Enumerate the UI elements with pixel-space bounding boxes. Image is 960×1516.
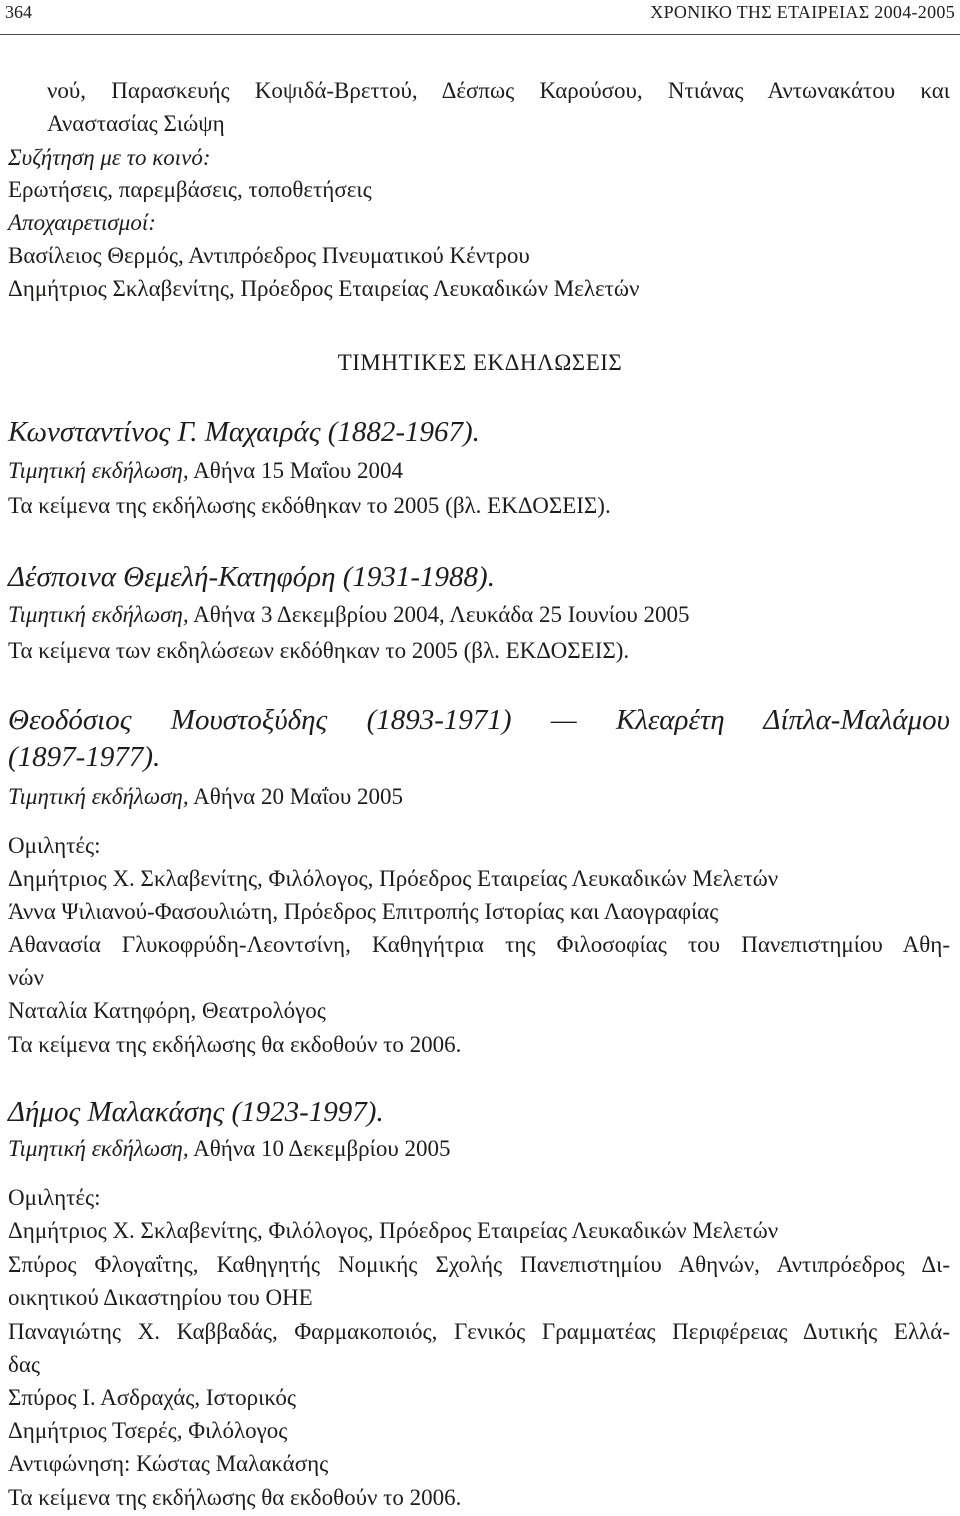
speaker-line: Δημήτριος Τσερές, Φιλόλογος [8, 1418, 288, 1443]
discussion-label: Συζήτηση με το κοινό: [8, 145, 211, 170]
speaker-line: Δημήτριος Χ. Σκλαβενίτης, Φιλόλογος, Πρόεδρος Εταιρείας Λευκαδικών Μελετών [8, 1218, 779, 1243]
speaker-line: Ναταλία Κατηφόρη, Θεατρολόγος [8, 998, 326, 1023]
speaker-line: Σπύρος Ι. Ασδραχάς, Ιστορικός [8, 1385, 297, 1410]
farewell-label: Αποχαιρετισμοί: [8, 210, 156, 235]
event-label: Τιμητική εκδήλωση, [8, 602, 189, 627]
page-number: 364 [5, 2, 32, 22]
event-label: Τιμητική εκδήλωση, [8, 458, 189, 483]
speaker-line: Αθανασία Γλυκοφρύδη-Λεοντσίνη, Καθηγήτρια της Φιλοσοφίας του Πανεπιστημίου Αθη- [8, 932, 950, 957]
speakers-label: Ομιλητές: [8, 1185, 101, 1210]
event-title: Κωνσταντίνος Γ. Μαχαιράς (1882-1967). [8, 416, 480, 448]
event-date-line [8, 454, 403, 487]
event-date-line [8, 780, 403, 813]
event-note: Τα κείμενα των εκδηλώσεων εκδόθηκαν το 2005 (βλ. ΕΚΔΟΣΕΙΣ). [8, 638, 630, 663]
speaker-line: Σπύρος Φλογαΐτης, Καθηγητής Νομικής Σχολής Πανεπιστημίου Αθηνών, Αντιπρόεδρος Δι- [8, 1252, 950, 1277]
event-details: Αθήνα 10 Δεκεμβρίου 2005 [193, 1136, 451, 1161]
event-label: Τιμητική εκδήλωση, [8, 1136, 189, 1161]
farewell-line: Δημήτριος Σκλαβενίτης, Πρόεδρος Εταιρείας Λευκαδικών Μελετών [8, 276, 640, 301]
event-note: Τα κείμενα της εκδήλωσης εκδόθηκαν το 2005 (βλ. ΕΚΔΟΣΕΙΣ). [8, 493, 611, 518]
continued-speaker-line: νού, Παρασκευής Κοψιδά-Βρεττού, Δέσπως Καρούσου, Ντιάνας Αντωνακάτου και [47, 78, 950, 103]
event-note: Τα κείμενα της εκδήλωσης θα εκδοθούν το 2006. [8, 1032, 462, 1057]
section-heading: ΤΙΜΗΤΙΚΕΣ ΕΚΔΗΛΩΣΕΙΣ [337, 350, 623, 375]
speaker-line: Άννα Ψιλιανού-Φασουλιώτη, Πρόεδρος Επιτροπής Ιστορίας και Λαογραφίας [8, 899, 719, 924]
event-label: Τιμητική εκδήλωση, [8, 784, 189, 809]
event-title: Θεοδόσιος Μουστοξύδης (1893-1971) — Κλεαρέτη Δίπλα-Μαλάμου [8, 704, 950, 736]
event-date-line [8, 1132, 450, 1165]
event-note: Τα κείμενα της εκδήλωσης θα εκδοθούν το 2006. [8, 1485, 462, 1510]
farewell-line: Βασίλειος Θερμός, Αντιπρόεδρος Πνευματικού Κέντρου [8, 243, 530, 268]
event-details: Αθήνα 15 Μαΐου 2004 [193, 458, 404, 483]
response-line: Αντιφώνηση: Κώστας Μαλακάσης [8, 1451, 329, 1476]
speaker-line: Παναγιώτης Χ. Καββαδάς, Φαρμακοποιός, Γενικός Γραμματέας Περιφέρειας Δυτικής Ελλά- [8, 1319, 950, 1344]
event-details: Αθήνα 3 Δεκεμβρίου 2004, Λευκάδα 25 Ιουνίου 2005 [193, 602, 690, 627]
event-title: Δέσποινα Θεμελή-Κατηφόρη (1931-1988). [8, 561, 495, 593]
speaker-line: Δημήτριος Χ. Σκλαβενίτης, Φιλόλογος, Πρόεδρος Εταιρείας Λευκαδικών Μελετών [8, 866, 779, 891]
event-title-continued: (1897-1977). [8, 741, 161, 773]
event-title: Δήμος Μαλακάσης (1923-1997). [8, 1096, 384, 1128]
speaker-line: νών [8, 965, 44, 990]
speaker-line: οικητικού Δικαστηρίου του ΟΗΕ [8, 1285, 313, 1310]
event-details: Αθήνα 20 Μαΐου 2005 [193, 784, 404, 809]
header-rule [0, 34, 960, 35]
speaker-line: δας [8, 1352, 40, 1377]
continued-speaker-line: Αναστασίας Σιώψη [47, 111, 225, 136]
discussion-text: Ερωτήσεις, παρεμβάσεις, τοποθετήσεις [8, 177, 372, 202]
running-title: ΧΡΟΝΙΚΟ ΤΗΣ ΕΤΑΙΡΕΙΑΣ 2004-2005 [650, 2, 955, 22]
event-date-line [8, 598, 690, 631]
speakers-label: Ομιλητές: [8, 833, 101, 858]
